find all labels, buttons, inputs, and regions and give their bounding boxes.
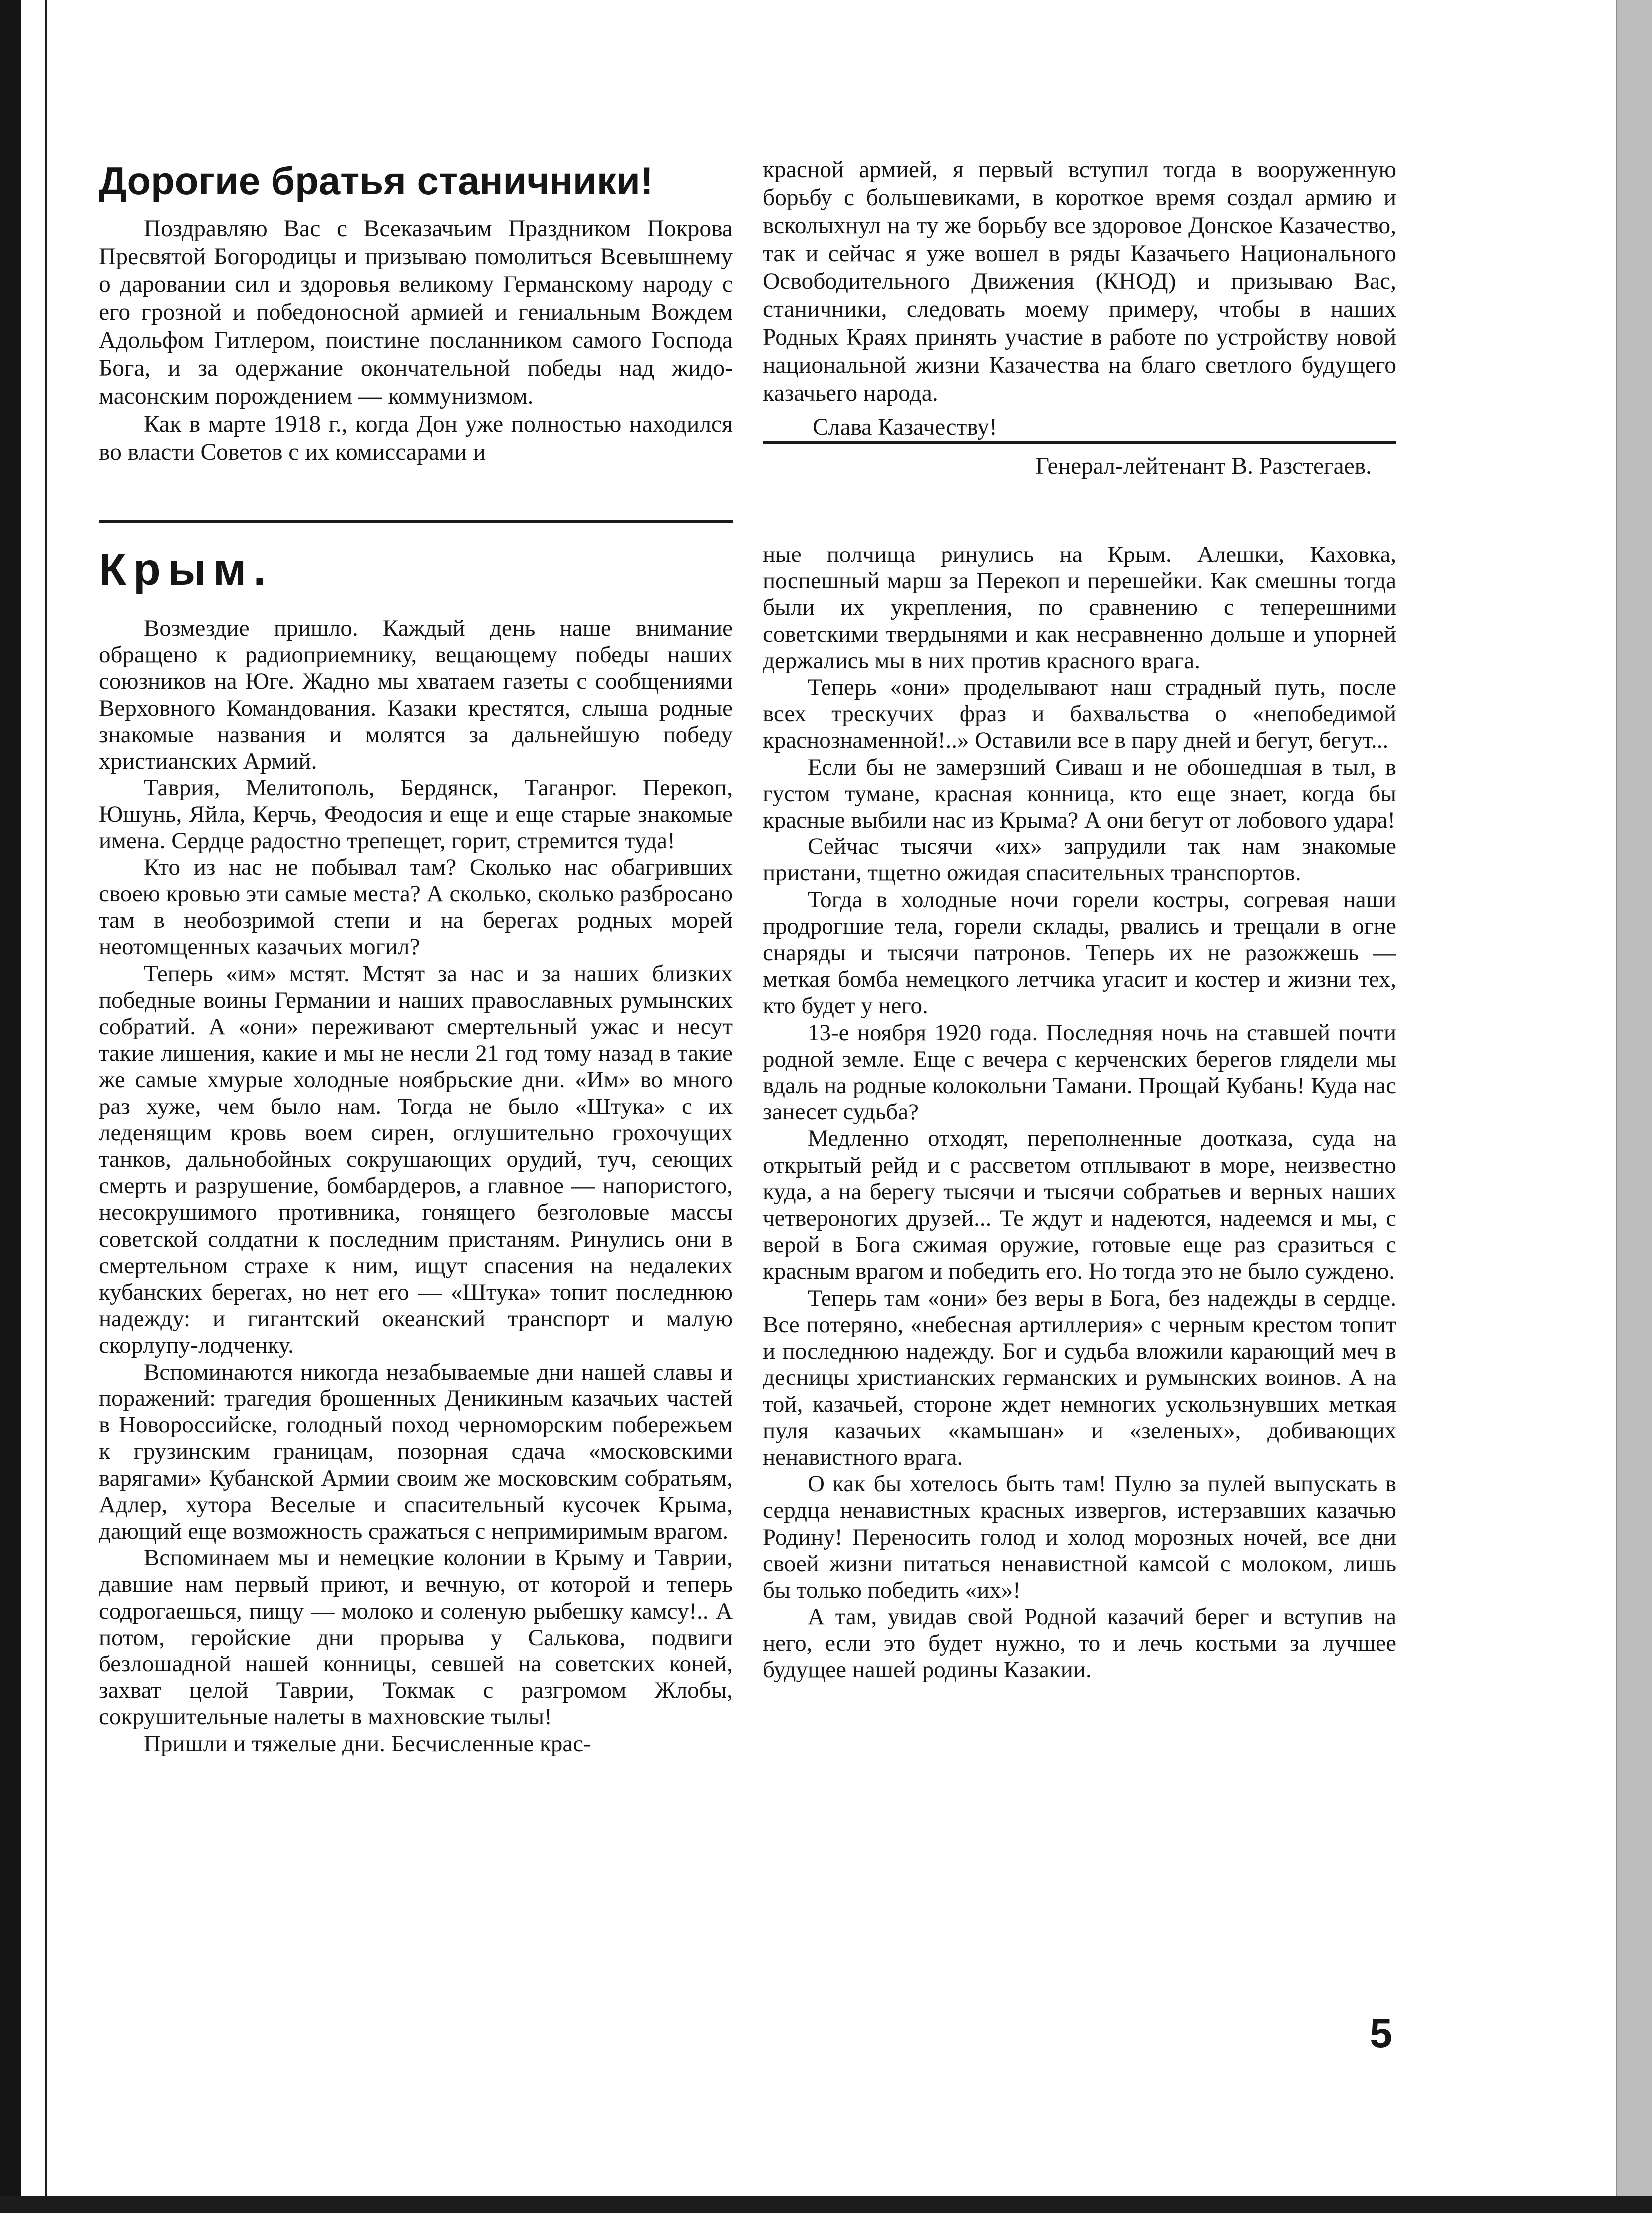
section-divider-left: [99, 520, 733, 523]
scan-right-edge-line: [1616, 0, 1617, 2213]
greeting-left-column: [99, 156, 733, 515]
crimea-left-body: [99, 615, 733, 1757]
greeting-paragraph: Поздравляю Вас с Всеказачьим Праздником Покрова Пресвятой Богородицы и призываю помолиться Всевышнему о даровании сил и здоровья великому Германскому народу с его грозной и победоносной армией и гениальным Вождем Адольфом Гитлером, поистине посланником самого Господа Бога, и за одержание окончательной победы над жидо-масонским порождением — коммунизмом.: [99, 216, 733, 409]
section-divider-right: [763, 441, 1396, 444]
scan-bottom-edge: [0, 2196, 1652, 2213]
crimea-paragraph: О как бы хотелось быть там! Пулю за пулей выпускать в сердца ненавистных красных извергов, истерзавших казачью Родину! Переносить голод и холод морозных ночей, все дни своей жизни питаться ненавистной камсой с молоком, лишь бы только победить «их»!: [763, 1471, 1396, 1603]
crimea-paragraph: Вспоминаются никогда незабываемые дни нашей славы и поражений: трагедия брошенных Деникиным казачьих частей в Новороссийске, голодный поход черноморским побережьем к грузинским границам, позорная сдача «московскими варягами» Кубанской Армии своим же московским собратьям, Адлер, хутора Веселые и спасительный кусочек Крыма, дающий еще возможность сражаться с непримиримым врагом.: [99, 1359, 733, 1544]
crimea-paragraph: Возмездие пришло. Каждый день наше внимание обращено к радиоприемнику, вещающему победы наших союзников на Юге. Жадно мы хватаем газеты с сообщениями Верховного Командования. Казаки крестятся, слыша родные знакомые названия и молятся за дальнейшую победу христианских Армий.: [99, 615, 733, 775]
crimea-paragraph: А там, увидав свой Родной казачий берег и вступив на него, если это будет нужно, то и лечь костьми за лучшее будущее нашей родины Казакии.: [763, 1604, 1396, 1683]
page-gutter-line: [45, 0, 47, 2213]
scan-right-edge: [1617, 0, 1652, 2213]
crimea-paragraph: Сейчас тысячи «их» запрудили так нам знакомые пристани, тщетно ожидая спасительных транспортов.: [763, 833, 1396, 886]
crimea-paragraph: Кто из нас не побывал там? Сколько нас обагривших своею кровью эти самые места? А сколько, сколько разбросано там в необозримой степи и на берегах родных морей неотомщенных казачьих могил?: [99, 854, 733, 960]
greeting-paragraph: Как в марте 1918 г., когда Дон уже полностью находился во власти Советов с их комиссарами и: [99, 411, 733, 465]
crimea-paragraph: Теперь «им» мстят. Мстят за нас и за наших близких победные воины Германии и наших православных румынских собратий. А «они» переживают смертельный ужас и несут такие лишения, какие и мы не несли 21 год тому назад в такие же самые хмурые холодные ноябрьские дни. «Им» во много раз хуже, чем было нам. Тогда не было «Штука» с их леденящим кровь воем сирен, оглушительно грохочущих танков, дальнобойных сокрушающих орудий, туч, сеющих смерть и разрушение, бомбардеров, а главное — напористого, несокрушимого противника, гонящего безголовые массы советской солдатни к последним пристаням. Ринулись они в смертельном страхе к ним, ищут спасения на недалеких кубанских берегах, но нет его — «Штука» топит последнюю надежду: и гигантский океанский транспорт и малую скорлупу-лодченку.: [99, 960, 733, 1359]
crimea-paragraph: Вспоминаем мы и немецкие колонии в Крыму и Таврии, давшие нам первый приют, и вечную, от которой и теперь содрогаешься, пищу — молоко и соленую рыбешку камсу!.. А потом, геройские дни прорыва у Салькова, подвиги безлошадной нашей конницы, севшей на советских коней, захват целой Таврии, Токмак с разгромом Жлобы, сокрушительные налеты в махновские тылы!: [99, 1545, 733, 1730]
crimea-right-body: [763, 542, 1396, 1683]
greeting-right-column: [763, 156, 1396, 515]
crimea-paragraph: Теперь там «они» без веры в Бога, без надежды в сердце. Все потеряно, «небесная артиллерия» с черным крестом топит и последнюю надежду. Бог и судьба вложили карающий меч в десницы христианских германских и румынских воинов. А на той, казачьей, стороне ждет немногих ускользнувших меткая пуля казачьих «камышан» и «зеленых», добивающих ненавистного врага.: [763, 1285, 1396, 1470]
crimea-right-column: [763, 542, 1396, 1999]
crimea-paragraph: Медленно отходят, переполненные доотказа, суда на открытый рейд и с рассветом отплывают в море, неизвестно куда, а на берегу тысячи и тысячи собратьев и верных наших четвероногих друзей... Те ждут и надеются, надеемся и мы, с верой в Бога сжимая оружие, готовые еще раз сразиться с красным врагом и победить его. Но тогда это не было суждено.: [763, 1125, 1396, 1285]
greeting-body: [99, 215, 733, 466]
crimea-paragraph: ные полчища ринулись на Крым. Алешки, Каховка, поспешный марш за Перекоп и перешейки. Как смешны тогда были их укрепления, по сравнению с теперешними советскими твердынями и как несравненно дольше и упорней держались мы в них против красного врага.: [763, 542, 1396, 674]
crimea-paragraph: Тогда в холодные ночи горели костры, согревая наши продрогшие тела, горели склады, рвались и трещали в огне снаряды и тысячи патронов. Теперь их не разожжешь — меткая бомба немецкого летчика угасит и костер и жизни тех, кто будет у него.: [763, 886, 1396, 1019]
greeting-closing: Слава Казачеству!: [813, 414, 997, 440]
crimea-title: Крым.: [99, 545, 273, 595]
greeting-title: Дорогие братья станичники!: [99, 159, 653, 203]
greeting-article: [99, 156, 1396, 515]
greeting-paragraph: красной армией, я первый вступил тогда в вооруженную борьбу с большевиками, в короткое время создал армию и всколыхнул на ту же борьбу все здоровое Донское Казачество, так и сейчас я уже вошел в ряды Казачьего Национального Освободительного Движения (КНОД) и призываю Вас, станичники, следовать моему примеру, чтобы в наших Родных Краях принять участие в работе по устройству новой национальной жизни Казачества на благо светлого будущего казачьего народа.: [763, 157, 1396, 406]
crimea-paragraph: Таврия, Мелитополь, Бердянск, Таганрог. Перекоп, Юшунь, Яйла, Керчь, Феодосия и еще и еще старые знакомые имена. Сердце радостно трепещет, горит, стремится туда!: [99, 775, 733, 854]
page-number: 5: [1370, 2011, 1392, 2056]
greeting-continuation: [763, 156, 1396, 480]
greeting-signature: Генерал-лейтенант В. Разстегаев.: [1035, 453, 1372, 479]
crimea-paragraph: Пришли и тяжелые дни. Бесчисленные крас-: [144, 1730, 591, 1757]
crimea-paragraph: 13-е ноября 1920 года. Последняя ночь на ставшей почти родной земле. Еще с вечера с керченских берегов глядели мы вдаль на родные колокольни Тамани. Прощай Кубань! Куда нас занесет судьба?: [763, 1019, 1396, 1125]
crimea-paragraph: Если бы не замерзший Сиваш и не обошедшая в тыл, в густом тумане, красная конница, кто еще знает, когда бы красные выбили нас из Крыма? А они бегут от лобового удара!: [763, 754, 1396, 833]
scan-left-edge: [0, 0, 21, 2213]
crimea-left-column: [99, 542, 733, 1999]
crimea-article: [99, 542, 1396, 1999]
crimea-paragraph: Теперь «они» проделывают наш страдный путь, после всех трескучих фраз и бахвальства о «непобедимой краснознаменной!..» Оставили все в пару дней и бегут, бегут...: [763, 674, 1396, 754]
